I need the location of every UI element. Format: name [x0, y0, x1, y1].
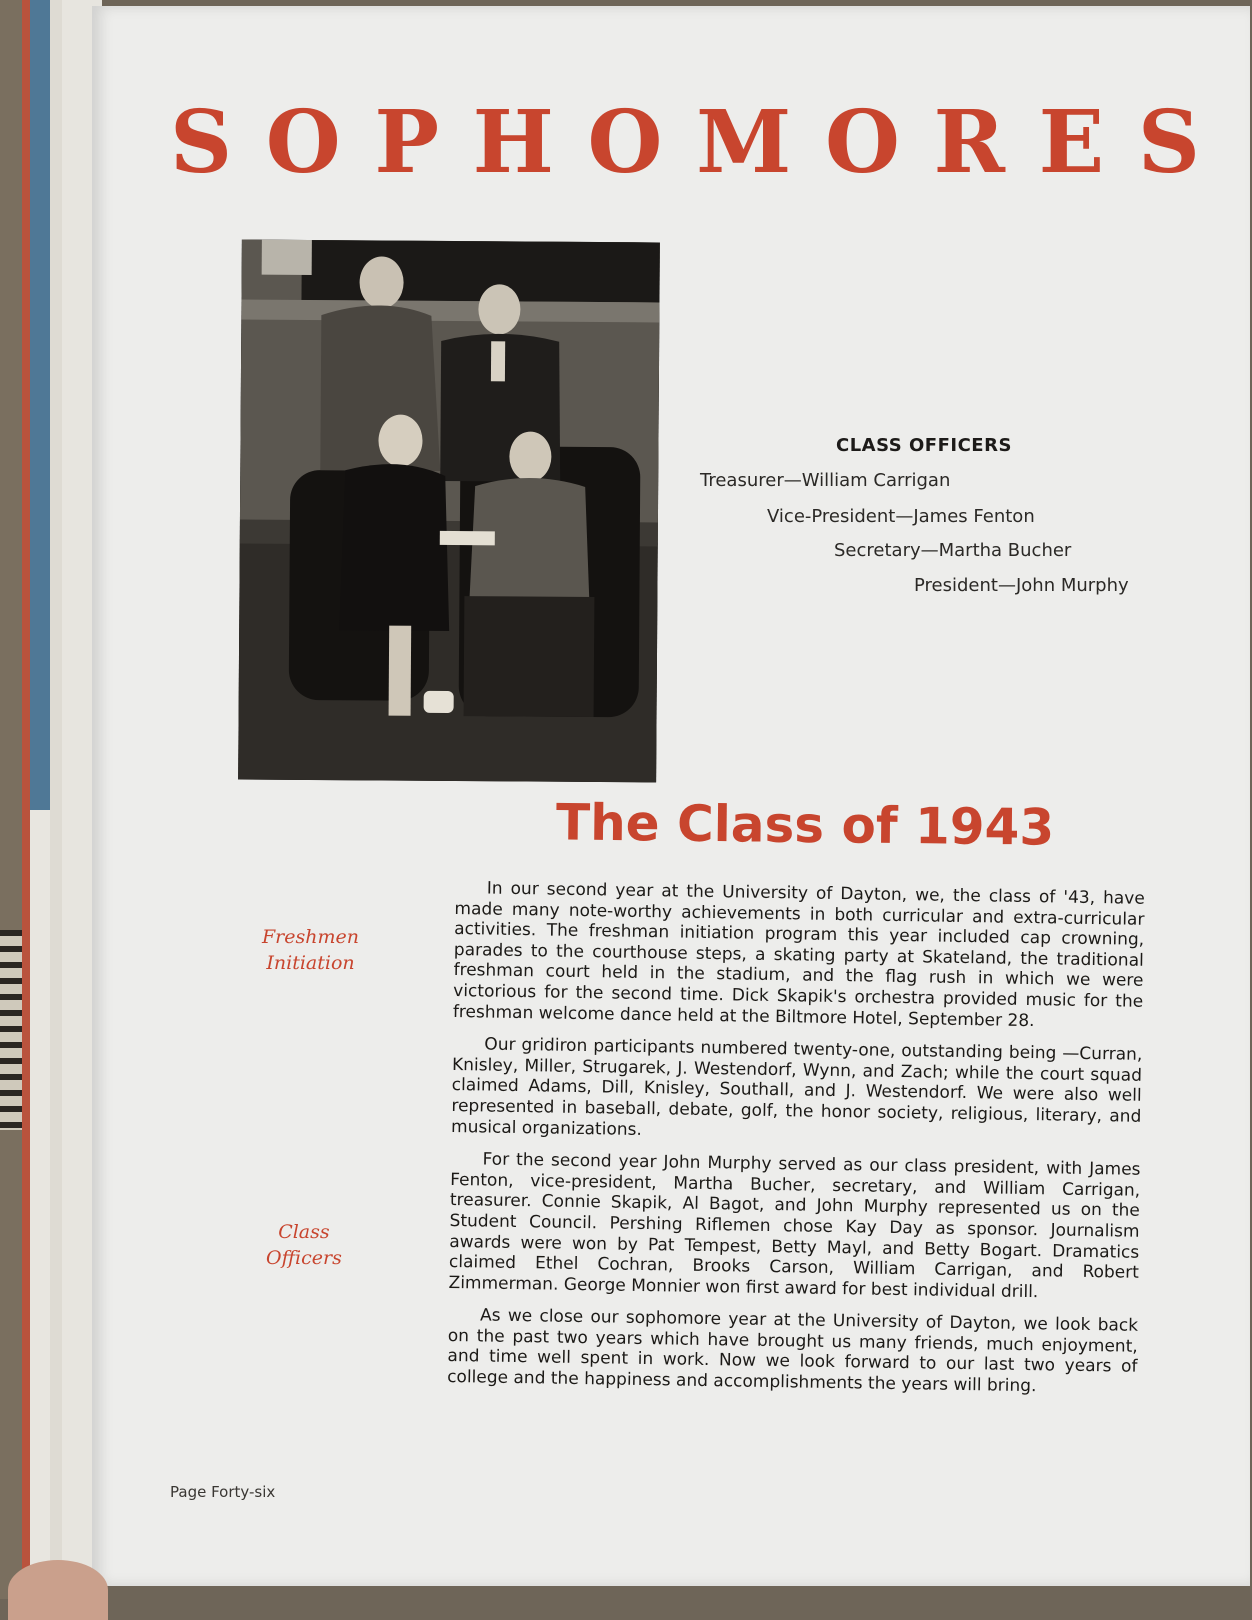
headline-letter: E: [1038, 92, 1105, 193]
previous-page-edge-blue: [30, 0, 50, 810]
officer-president: President—John Murphy: [914, 575, 1129, 596]
headline-letter: P: [374, 92, 439, 193]
thumb: [8, 1560, 108, 1620]
headline-letter: S: [170, 92, 233, 193]
margin-note-line: Freshmen: [262, 926, 359, 948]
class-officers-heading: CLASS OFFICERS: [836, 435, 1012, 456]
headline-letter: H: [472, 92, 554, 193]
article-body: [447, 878, 1145, 1410]
headline-letter: O: [824, 92, 900, 193]
class-officers-photo: [238, 240, 660, 783]
headline-letter: M: [696, 92, 792, 193]
article-paragraph: For the second year John Murphy served as our class president, with James Fenton, vice-president, Martha Bucher, secretary, and William Carrigan, treasurer. Connie Skapik, Al Bagot, and John Murphy represented us on the Student Council. Pershing Riflemen chose Kay Day as sponsor. Journalism awards were won by Pat Tempest, Betty Mayl, and Betty Bogart. Dramatics claimed Ethel Cochran, Brooks Carson, William Carrigan, and Robert Zimmerman. George Monnier won first award for best individual drill.: [448, 1149, 1141, 1302]
margin-note-line: Class: [278, 1221, 330, 1243]
article-paragraph: Our gridiron participants numbered twenty-one, outstanding being —Curran, Knisley, Miller, Strugarek, J. Westendorf, Wynn, and Zach; while the court squad claimed Adams, Dill, Knisley, Southall, and J. Westendorf. We were also well represented in baseball, debate, golf, the honor society, religious, literary, and musical organizations.: [450, 1034, 1143, 1140]
headline-letter: S: [1137, 92, 1200, 193]
headline-letter: O: [265, 92, 341, 193]
headline-letter: R: [933, 92, 1005, 193]
page-stack-edge: [50, 0, 62, 1599]
officer-treasurer: Treasurer—William Carrigan: [700, 470, 951, 491]
margin-note-line: Initiation: [266, 951, 355, 974]
page-headline: [170, 92, 1200, 193]
article-paragraph: As we close our sophomore year at the University of Dayton, we look back on the past two years which have brought us many friends, much enjoyment, and time well spent in work. Now we look forward to our last two years of college and the happiness and accomplishments the years will bring.: [447, 1305, 1139, 1397]
margin-note-line: Officers: [266, 1246, 342, 1269]
cover-edge: [22, 0, 30, 1599]
margin-note-freshmen-initiation: [262, 925, 359, 976]
previous-page-edge-white: [30, 810, 50, 1599]
officer-vice-president: Vice-President—James Fenton: [767, 506, 1035, 527]
article-paragraph: In our second year at the University of Dayton, we, the class of '43, have made many note-worthy achievements in both curricular and extra-curricular activities. The freshman initiation program this year included cap crowning, parades to the courthouse steps, a skating party at Skateland, the traditional freshman court held in the stadium, and the flag rush in which we were victorious for the second time. Dick Skapik's orchestra provided music for the freshman welcome dance held at the Biltmore Hotel, September 28.: [452, 878, 1145, 1031]
binding-stripes: [0, 930, 22, 1130]
headline-letter: O: [587, 92, 663, 193]
page-number: Page Forty-six: [170, 1483, 276, 1501]
officer-secretary: Secretary—Martha Bucher: [834, 540, 1072, 561]
class-title: The Class of 1943: [555, 793, 1055, 857]
binding-edge: [0, 0, 22, 1599]
margin-note-class-officers: [266, 1220, 342, 1271]
photo-illustration: [238, 240, 660, 783]
